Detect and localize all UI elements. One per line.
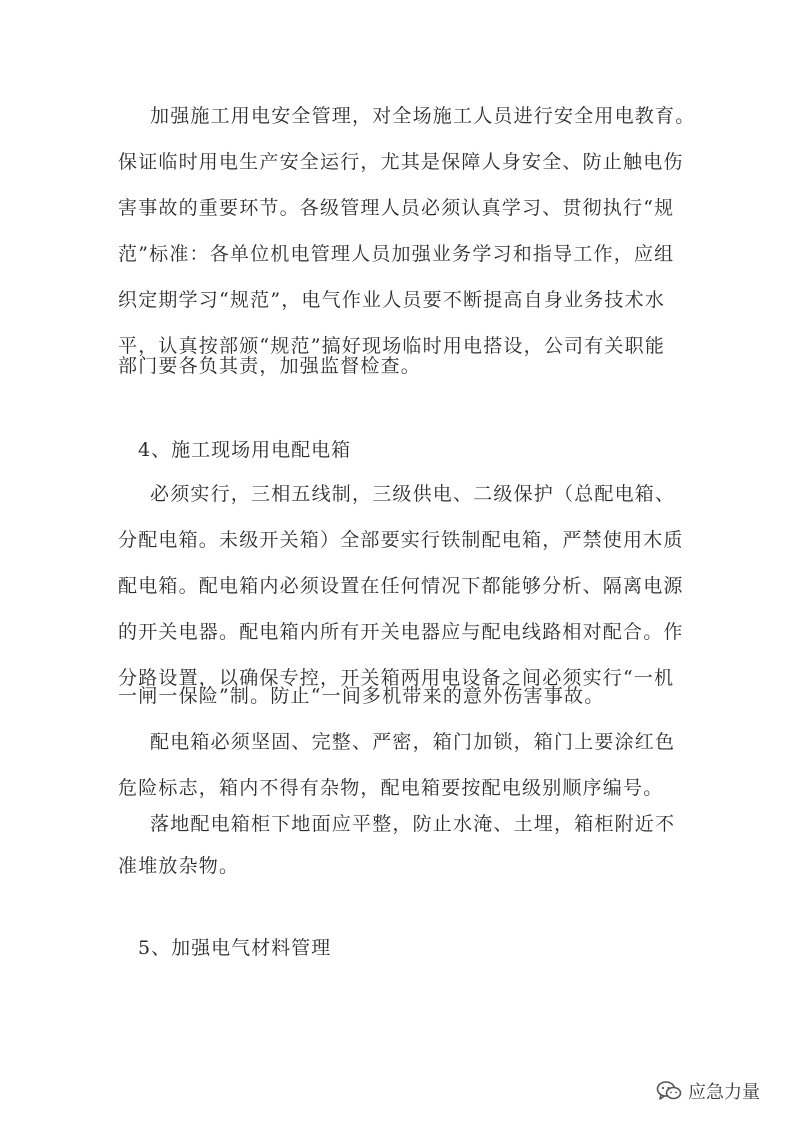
text-line: 织定期学习“规范”，电气作业人员要不断提高自身业务技术水: [118, 289, 666, 311]
section-5-heading: 5、加强电气材料管理: [138, 937, 332, 959]
wechat-icon: [656, 1080, 682, 1102]
text-line: 保证临时用电生产安全运行，尤其是保障人身安全、防止触电伤: [118, 151, 684, 173]
text-line: 分配电箱。未级开关箱）全部要实行铁制配电箱，严禁使用木质: [118, 529, 684, 551]
text-line: 加强施工用电安全管理，对全场施工人员进行安全用电教育。: [150, 105, 696, 127]
text-line: 的开关电器。配电箱内所有开关电器应与配电线路相对配合。作: [118, 621, 684, 643]
text-line: 落地配电箱柜下地面应平整，防止水淹、土埋，箱柜附近不: [150, 813, 676, 835]
text-line: 分路设置，以确保专控，开关箱两用电设备之间必须实行“一机: [118, 667, 675, 689]
text-line: 必须实行，三相五线制，三级供电、二级保护（总配电箱、: [150, 483, 676, 505]
watermark: [656, 1078, 760, 1104]
text-line: 平，认真按部颁“规范”搞好现场临时用电搭设，公司有关职能: [118, 335, 666, 357]
text-line: 范”标准：各单位机电管理人员加强业务学习和指导工作，应组: [118, 243, 675, 265]
text-line: 配电箱。配电箱内必须设置在任何情况下都能够分析、隔离电源: [118, 575, 684, 597]
text-line: 部门要各负其责，加强监督检查。: [118, 355, 422, 377]
section-4-heading: 4、施工现场用电配电箱: [138, 439, 352, 461]
text-line: 一闸一保险”制。防止“一间多机带来的意外伤害事故。: [118, 685, 605, 707]
text-line: 配电箱必须坚固、完整、严密，箱门加锁，箱门上要涂红色: [150, 731, 676, 753]
text-line: 害事故的重要环节。各级管理人员必须认真学习、贯彻执行“规: [118, 197, 675, 219]
text-line: 准堆放杂物。: [118, 855, 240, 877]
watermark-text: 应急力量: [688, 1082, 760, 1103]
text-line: 危险标志，箱内不得有杂物，配电箱要按配电级别顺序编号。: [118, 777, 664, 799]
